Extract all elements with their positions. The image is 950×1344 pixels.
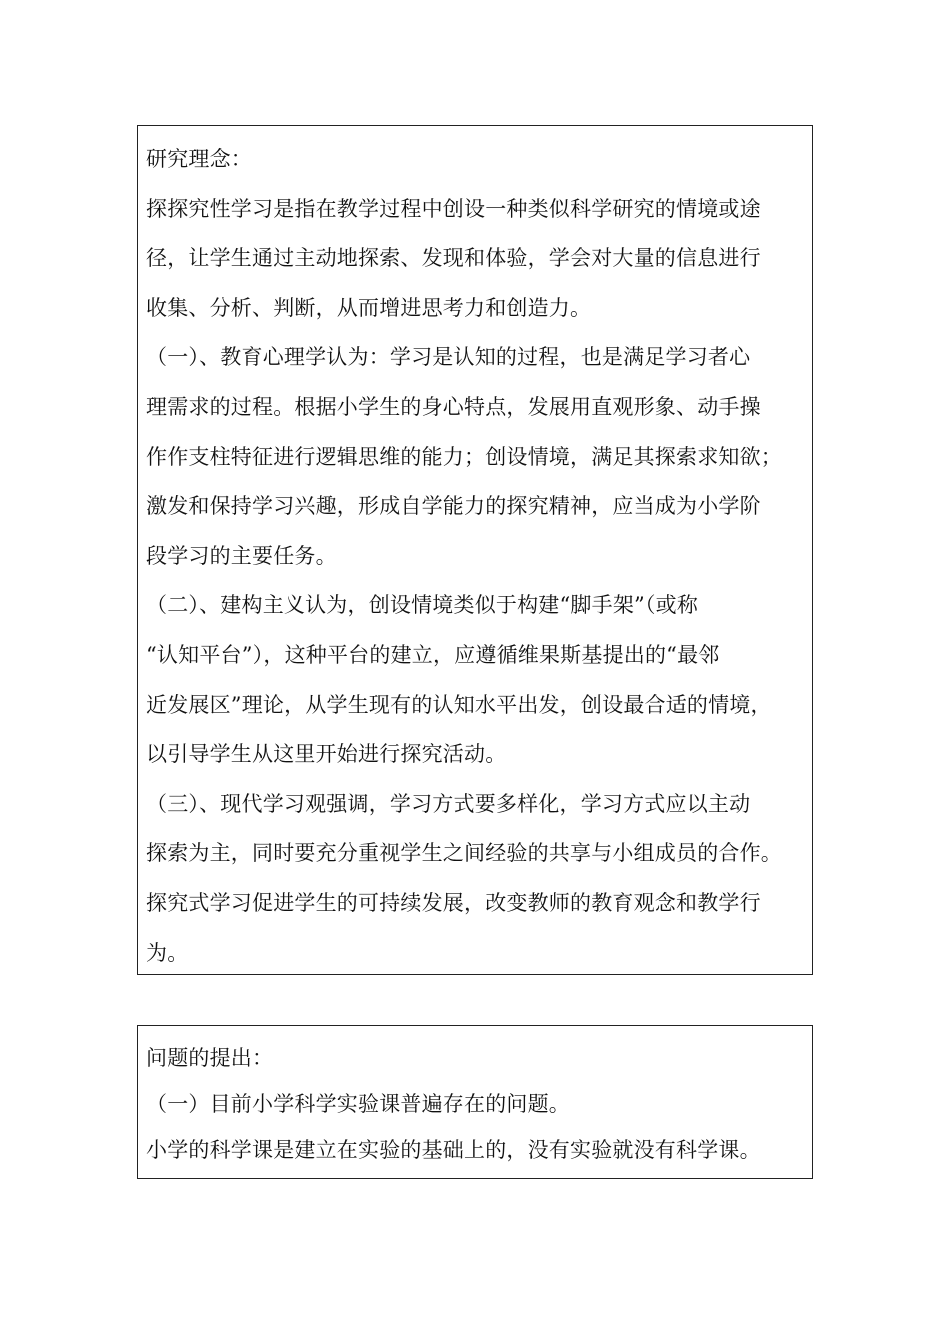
paragraph-line: 理需求的过程。根据小学生的身心特点，发展用直观形象、动手操 [146,394,761,419]
paragraph-line: 探索为主，同时要充分重视学生之间经验的共享与小组成员的合作。 [146,841,782,866]
paragraph-line: （一）、教育心理学认为：学习是认知的过程，也是满足学习者心 [146,345,751,370]
paragraph-line: 收集、分析、判断，从而增进思考力和创造力。 [146,295,592,320]
paragraph-line: 近发展区”理论，从学生现有的认知水平出发，创设最合适的情境， [146,692,772,717]
paragraph-line: （二）、建构主义认为，创设情境类似于构建“脚手架”（或称 [146,593,699,618]
paragraph-line: 探探究性学习是指在教学过程中创设一种类似科学研究的情境或途 [146,196,761,221]
paragraph-line: 小学的科学课是建立在实验的基础上的，没有实验就没有科学课。 [146,1138,761,1162]
paragraph-line: 作作支柱特征进行逻辑思维的能力；创设情境，满足其探索求知欲； [146,444,782,469]
paragraph-line: （一）目前小学科学实验课普遍存在的问题。 [146,1092,570,1116]
paragraph-line: （三）、现代学习观强调，学习方式要多样化，学习方式应以主动 [146,791,751,816]
problem-statement-box [137,1025,813,1179]
paragraph-line: 径，让学生通过主动地探索、发现和体验，学会对大量的信息进行 [146,246,761,271]
paragraph-line: 激发和保持学习兴趣，形成自学能力的探究精神，应当成为小学阶 [146,494,761,519]
section-heading: 问题的提出： [146,1046,274,1070]
paragraph-line: “认知平台”），这种平台的建立，应遵循维果斯基提出的“最邻 [146,642,720,667]
section-heading: 研究理念： [146,147,252,171]
paragraph-line: 以引导学生从这里开始进行探究活动。 [146,742,507,767]
research-philosophy-box [137,125,813,975]
paragraph-line: 探究式学习促进学生的可持续发展，改变教师的教育观念和教学行 [146,890,761,915]
paragraph-line: 段学习的主要任务。 [146,543,337,568]
paragraph-line: 为。 [146,940,189,965]
